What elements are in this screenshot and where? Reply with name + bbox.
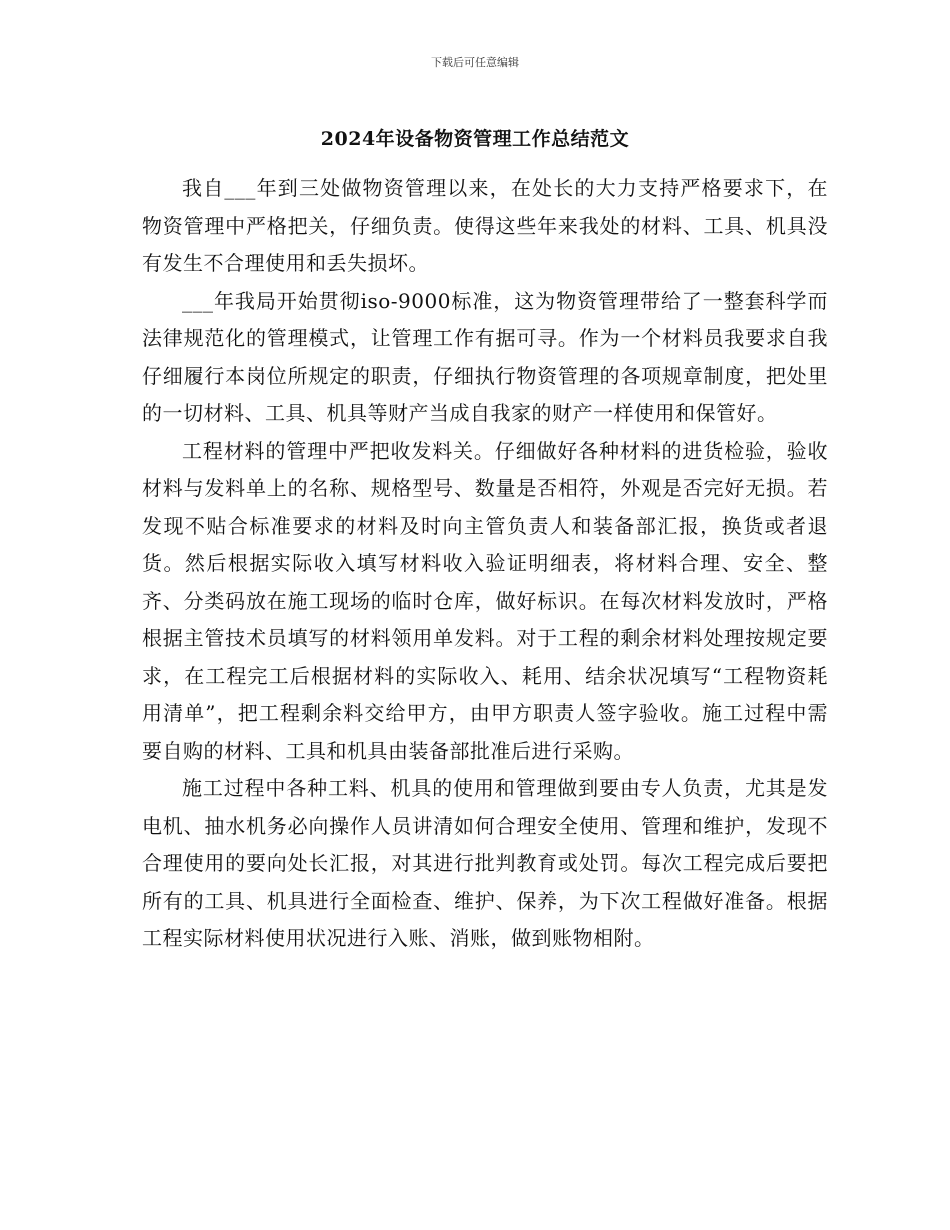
paragraph: 我自___年到三处做物资管理以来，在处长的大力支持严格要求下，在物资管理中严格把关，仔细负责。使得这些年来我处的材料、工具、机具没有发生不合理使用和丢失损坏。 — [142, 176, 828, 275]
document-body — [142, 170, 828, 958]
document-title: 2024年设备物资管理工作总结范文 — [320, 128, 630, 150]
paragraph: 施工过程中各种工料、机具的使用和管理做到要由专人负责，尤其是发电机、抽水机务必向操作人员讲清如何合理安全使用、管理和维护，发现不合理使用的要向处长汇报，对其进行批判教育或处罚。每次工程完成后要把所有的工具、机具进行全面检查、维护、保养，为下次工程做好准备。根据工程实际材料使用状况进行入账、消账，做到账物相附。 — [142, 776, 828, 950]
paragraph: 工程材料的管理中严把收发料关。仔细做好各种材料的进货检验，验收材料与发料单上的名称、规格型号、数量是否相符，外观是否完好无损。若发现不贴合标准要求的材料及时向主管负责人和装备部汇报，换货或者退货。然后根据实际收入填写材料收入验证明细表，将材料合理、安全、整齐、分类码放在施工现场的临时仓库，做好标识。在每次材料发放时，严格根据主管技术员填写的材料领用单发料。对于工程的剩余材料处理按规定要求，在工程完工后根据材料的实际收入、耗用、结余状况填写“工程物资耗用清单”，把工程剩余料交给甲方，由甲方职责人签字验收。施工过程中需要自购的材料、工具和机具由装备部批准后进行采购。 — [142, 438, 828, 763]
header-note: 下载后可任意编辑 — [431, 56, 519, 69]
paragraph: ___年我局开始贯彻iso-9000标准，这为物资管理带给了一整套科学而法律规范化的管理模式，让管理工作有据可寻。作为一个材料员我要求自我仔细履行本岗位所规定的职责，仔细执行物资管理的各项规章制度，把处里的一切材料、工具、机具等财产当成自我家的财产一样使用和保管好。 — [142, 288, 828, 425]
